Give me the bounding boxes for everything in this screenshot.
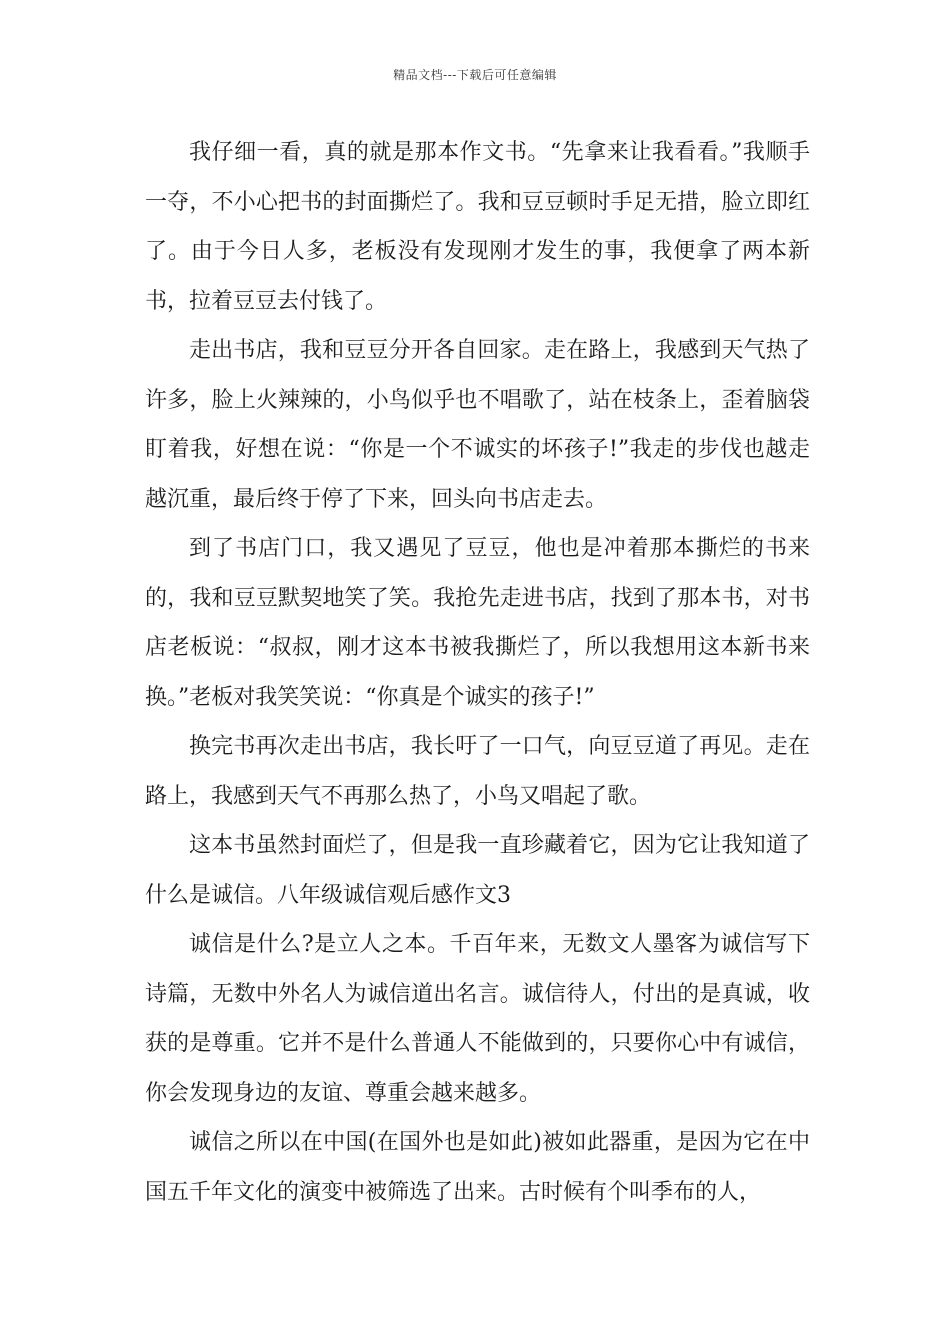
paragraph: 这本书虽然封面烂了，但是我一直珍藏着它，因为它让我知道了什么是诚信。八年级诚信观后感作文3: [145, 833, 810, 908]
paragraph: 走出书店，我和豆豆分开各自回家。走在路上，我感到天气热了许多，脸上火辣辣的，小鸟似乎也不唱歌了，站在枝条上，歪着脑袋盯着我，好想在说：“你是一个不诚实的坏孩子!”我走的步伐也越走越沉重，最后终于停了下来，回头向书店走去。: [145, 338, 810, 512]
paragraph: 我仔细一看，真的就是那本作文书。“先拿来让我看看。”我顺手一夺，不小心把书的封面撕烂了。我和豆豆顿时手足无措，脸立即红了。由于今日人多，老板没有发现刚才发生的事，我便拿了两本新书，拉着豆豆去付钱了。: [145, 140, 810, 314]
paragraph: 诚信是什么?是立人之本。千百年来，无数文人墨客为诚信写下诗篇，无数中外名人为诚信道出名言。诚信待人，付出的是真诚，收获的是尊重。它并不是什么普通人不能做到的，只要你心中有诚信，你会发现身边的友谊、尊重会越来越多。: [145, 932, 810, 1106]
document-body: [145, 128, 810, 1217]
paragraph: 诚信之所以在中国(在国外也是如此)被如此器重，是因为它在中国五千年文化的演变中被筛选了出来。古时候有个叫季布的人，: [145, 1130, 810, 1205]
page-header: 精品文档---下载后可任意编辑: [393, 68, 557, 82]
paragraph: 到了书店门口，我又遇见了豆豆，他也是冲着那本撕烂的书来的，我和豆豆默契地笑了笑。我抢先走进书店，找到了那本书，对书店老板说：“叔叔，刚才这本书被我撕烂了，所以我想用这本新书来换。”老板对我笑笑说：“你真是个诚实的孩子!”: [145, 536, 810, 710]
paragraph: 换完书再次走出书店，我长吁了一口气，向豆豆道了再见。走在路上，我感到天气不再那么热了，小鸟又唱起了歌。: [145, 734, 810, 809]
